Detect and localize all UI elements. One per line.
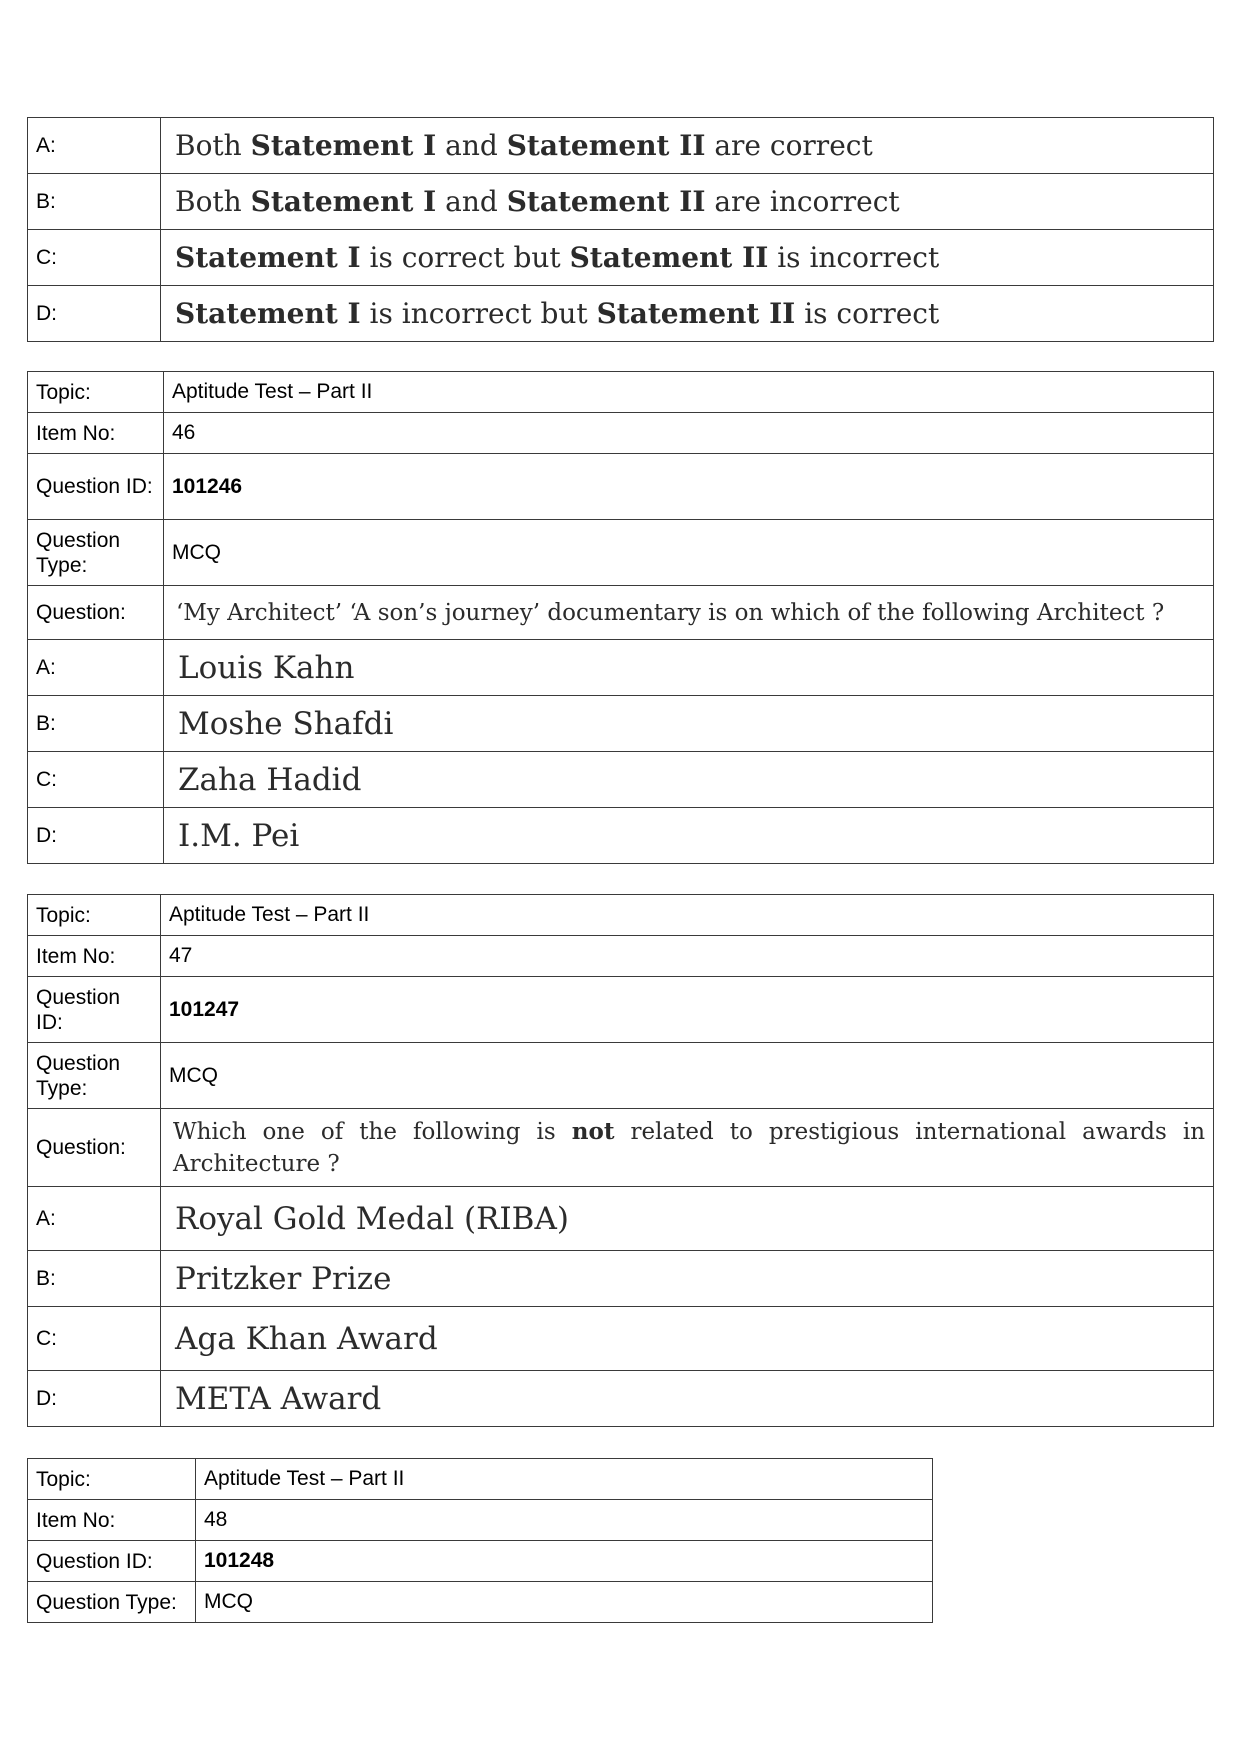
option-label-c: C:: [28, 230, 161, 286]
question-text: ‘My Architect’ ‘A son’s journey’ documentary is on which of the following Architect ?: [164, 586, 1214, 640]
question-id-value: [161, 977, 1214, 1043]
question-type-label: Question Type:: [28, 1582, 196, 1623]
question-id-row: [28, 454, 1214, 520]
question-label: Question:: [28, 586, 164, 640]
option-text-c: Statement I is correct but Statement II is incorrect: [161, 230, 1214, 286]
option-row: [28, 230, 1214, 286]
question-type-value: MCQ: [161, 1043, 1214, 1109]
topic-label: Topic:: [28, 372, 164, 413]
item-no-label: Item No:: [28, 1500, 196, 1541]
topic-row: [28, 1459, 933, 1500]
question-id-text: 101246: [172, 474, 243, 498]
question-47-table: [27, 894, 1214, 1427]
prev-options-table: [27, 117, 1214, 342]
option-row: [28, 808, 1214, 864]
question-id-text: 101248: [204, 1549, 275, 1572]
question-type-label: Question Type:: [28, 520, 164, 586]
option-row: [28, 1371, 1214, 1427]
option-text-a: Both Statement I and Statement II are correct: [161, 118, 1214, 174]
question-label: Question:: [28, 1109, 161, 1187]
option-row: [28, 640, 1214, 696]
option-row: [28, 752, 1214, 808]
item-no-row: [28, 1500, 933, 1541]
question-id-row: [28, 1541, 933, 1582]
question-row: [28, 586, 1214, 640]
option-row: [28, 118, 1214, 174]
question-48-table: [27, 1458, 933, 1623]
question-id-label: Question ID:: [28, 1541, 196, 1582]
option-text-d: META Award: [161, 1371, 1214, 1427]
topic-value: Aptitude Test – Part II: [164, 372, 1214, 413]
option-text-a: Louis Kahn: [164, 640, 1214, 696]
item-no-value: 48: [196, 1500, 933, 1541]
option-row: [28, 1187, 1214, 1251]
option-label-a: A:: [28, 1187, 161, 1251]
option-text-a: Royal Gold Medal (RIBA): [161, 1187, 1214, 1251]
option-label-c: C:: [28, 1307, 161, 1371]
topic-value: Aptitude Test – Part II: [196, 1459, 933, 1500]
item-no-row: [28, 413, 1214, 454]
item-no-value: 47: [161, 936, 1214, 977]
option-label-d: D:: [28, 286, 161, 342]
item-no-label: Item No:: [28, 413, 164, 454]
option-text-b: Both Statement I and Statement II are incorrect: [161, 174, 1214, 230]
option-text-b: Moshe Shafdi: [164, 696, 1214, 752]
option-label-c: C:: [28, 752, 164, 808]
option-label-a: A:: [28, 640, 164, 696]
question-text: Which one of the following is not related to prestigious international awards in Architecture ?: [161, 1109, 1214, 1187]
question-type-row: [28, 1582, 933, 1623]
question-id-value: [164, 454, 1214, 520]
topic-row: [28, 372, 1214, 413]
option-label-a: A:: [28, 118, 161, 174]
question-46-table: [27, 371, 1214, 864]
option-label-b: B:: [28, 696, 164, 752]
option-text-d: I.M. Pei: [164, 808, 1214, 864]
option-text-b: Pritzker Prize: [161, 1251, 1214, 1307]
topic-label: Topic:: [28, 1459, 196, 1500]
option-text-c: Aga Khan Award: [161, 1307, 1214, 1371]
item-no-label: Item No:: [28, 936, 161, 977]
question-id-label: Question ID:: [28, 454, 164, 520]
question-type-row: [28, 1043, 1214, 1109]
topic-value: Aptitude Test – Part II: [161, 895, 1214, 936]
question-id-text: 101247: [169, 997, 240, 1021]
item-no-row: [28, 936, 1214, 977]
question-id-value: [196, 1541, 933, 1582]
option-label-d: D:: [28, 1371, 161, 1427]
question-type-row: [28, 520, 1214, 586]
item-no-value: 46: [164, 413, 1214, 454]
question-type-value: MCQ: [164, 520, 1214, 586]
option-label-b: B:: [28, 1251, 161, 1307]
option-label-d: D:: [28, 808, 164, 864]
option-row: [28, 696, 1214, 752]
option-text-d: Statement I is incorrect but Statement II is correct: [161, 286, 1214, 342]
question-type-value: MCQ: [196, 1582, 933, 1623]
option-row: [28, 1251, 1214, 1307]
option-row: [28, 286, 1214, 342]
option-text-c: Zaha Hadid: [164, 752, 1214, 808]
option-row: [28, 1307, 1214, 1371]
question-type-label: Question Type:: [28, 1043, 161, 1109]
topic-row: [28, 895, 1214, 936]
option-row: [28, 174, 1214, 230]
question-id-label: Question ID:: [28, 977, 161, 1043]
question-row: [28, 1109, 1214, 1187]
topic-label: Topic:: [28, 895, 161, 936]
option-label-b: B:: [28, 174, 161, 230]
question-id-row: [28, 977, 1214, 1043]
